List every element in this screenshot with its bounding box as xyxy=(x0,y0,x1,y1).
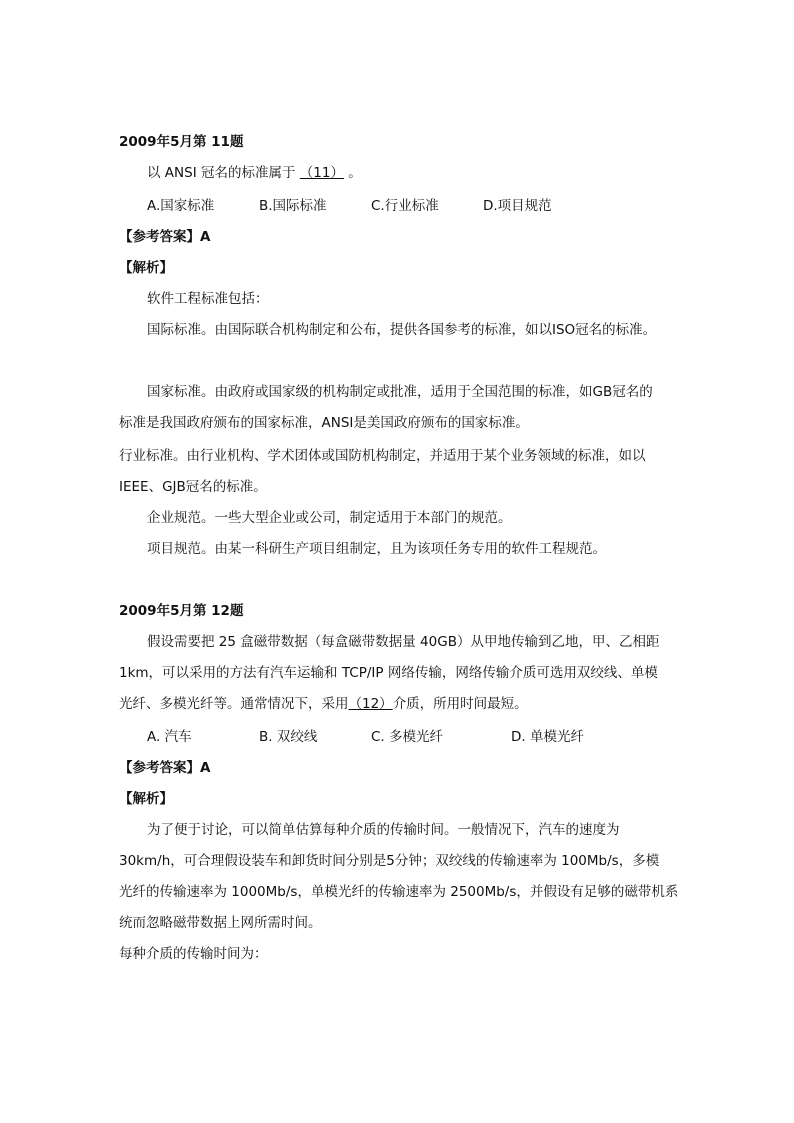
q12-stem-end: 介质，所用时间最短。 xyxy=(392,696,528,712)
q11-stem xyxy=(147,164,362,182)
q11-option-b: B.国际标准 xyxy=(259,198,327,214)
q11-analysis-line: 项目规范。由某一科研生产项目组制定，且为该项任务专用的软件工程规范。 xyxy=(147,541,606,557)
q11-analysis-line: IEEE、GJB冠名的标准。 xyxy=(119,479,267,495)
q12-stem-text: 光纤、多模光纤等。通常情况下，采用 xyxy=(119,696,349,712)
q11-stem-text: 以 ANSI 冠名的标准属于 xyxy=(147,165,300,181)
q12-analysis-line: 光纤的传输速率为 1000Mb/s，单模光纤的传输速率为 2500Mb/s，并假设有足够的磁带机系 xyxy=(119,884,679,900)
q12-analysis-label: 【解析】 xyxy=(119,791,173,807)
q11-analysis-line: 国家标准。由政府或国家级的机构制定或批准，适用于全国范围的标准，如GB冠名的 xyxy=(147,384,653,400)
q12-option-a: A. 汽车 xyxy=(147,729,192,745)
q12-stem-last xyxy=(119,695,528,713)
q11-analysis-line: 国际标准。由国际联合机构制定和公布，提供各国参考的标准，如以ISO冠名的标准。 xyxy=(147,322,657,338)
q11-option-a: A.国家标准 xyxy=(147,198,215,214)
q12-analysis-line: 每种介质的传输时间为： xyxy=(119,946,268,962)
q11-analysis-line: 行业标准。由行业机构、学术团体或国防机构制定，并适用于某个业务领域的标准，如以 xyxy=(119,448,646,464)
q11-analysis-line: 软件工程标准包括： xyxy=(147,291,269,307)
q12-stem-line: 假设需要把 25 盒磁带数据（每盒磁带数据量 40GB）从甲地传输到乙地，甲、乙相距 xyxy=(147,634,660,650)
q11-stem-end: 。 xyxy=(343,165,362,181)
q12-stem-line: 1km，可以采用的方法有汽车运输和 TCP/IP 网络传输，网络传输介质可选用双绞线、单模 xyxy=(119,665,658,681)
q11-title: 2009年5月第 11题 xyxy=(119,134,244,150)
q11-blank: （11） xyxy=(299,165,344,181)
q12-blank: （12） xyxy=(348,696,393,712)
q12-answer: 【参考答案】A xyxy=(119,760,211,776)
q11-analysis-line: 标准是我国政府颁布的国家标准，ANSI是美国政府颁布的国家标准。 xyxy=(119,415,529,431)
q11-option-c: C.行业标准 xyxy=(371,198,439,214)
q12-analysis-line: 统而忽略磁带数据上网所需时间。 xyxy=(119,915,322,931)
q12-title: 2009年5月第 12题 xyxy=(119,603,244,619)
q11-analysis-label: 【解析】 xyxy=(119,260,173,276)
q12-option-d: D. 单模光纤 xyxy=(511,729,584,745)
q12-analysis-line: 30km/h，可合理假设装车和卸货时间分别是5分钟；双绞线的传输速率为 100Mb/s，多模 xyxy=(119,853,660,869)
q11-analysis-line: 企业规范。一些大型企业或公司，制定适用于本部门的规范。 xyxy=(147,510,512,526)
q12-option-b: B. 双绞线 xyxy=(259,729,318,745)
q11-answer: 【参考答案】A xyxy=(119,229,211,245)
q12-analysis-line: 为了便于讨论，可以简单估算每种介质的传输时间。一般情况下，汽车的速度为 xyxy=(147,822,620,838)
q12-option-c: C. 多模光纤 xyxy=(371,729,444,745)
q11-option-d: D.项目规范 xyxy=(483,198,552,214)
